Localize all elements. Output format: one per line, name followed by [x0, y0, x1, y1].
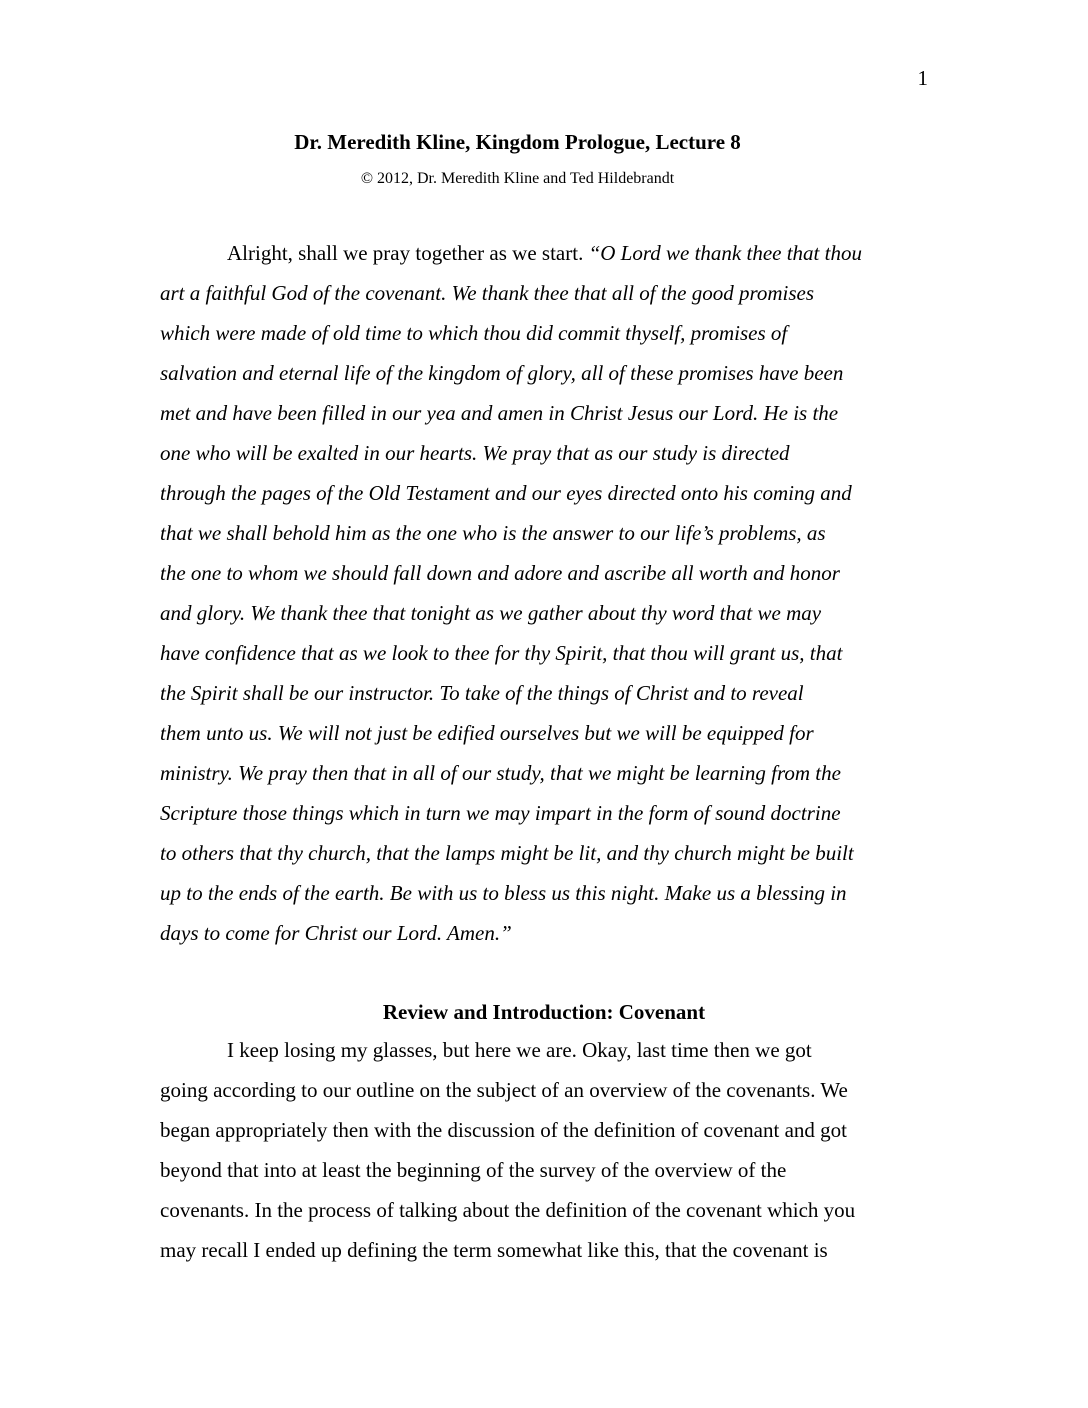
paragraph-line: salvation and eternal life of the kingdom of glory, all of these promises have been	[160, 361, 844, 385]
paragraph-line: I keep losing my glasses, but here we are. Okay, last time then we got	[227, 1038, 812, 1062]
paragraph-line: going according to our outline on the subject of an overview of the covenants. We	[160, 1078, 848, 1102]
document-title: Dr. Meredith Kline, Kingdom Prologue, Lecture 8	[294, 130, 741, 154]
paragraph-line: that we shall behold him as the one who is the answer to our life’s problems, as	[160, 521, 826, 545]
paragraph-line: have confidence that as we look to thee for thy Spirit, that thou will grant us, that	[160, 641, 843, 665]
paragraph-line: beyond that into at least the beginning of the survey of the overview of the	[160, 1158, 787, 1182]
paragraph-line: the Spirit shall be our instructor. To take of the things of Christ and to reveal	[160, 681, 804, 705]
paragraph-line: through the pages of the Old Testament and our eyes directed onto his coming and	[160, 481, 852, 505]
paragraph-line: one who will be exalted in our hearts. We pray that as our study is directed	[160, 441, 790, 465]
copyright-line: © 2012, Dr. Meredith Kline and Ted Hildebrandt	[360, 170, 675, 187]
page-number: 1	[917, 66, 928, 90]
paragraph-line: days to come for Christ our Lord. Amen.”	[160, 921, 512, 945]
paragraph-line: Scripture those things which in turn we may impart in the form of sound doctrine	[160, 801, 841, 825]
paragraph-line: may recall I ended up defining the term somewhat like this, that the covenant is	[160, 1238, 828, 1262]
prayer-text: “O Lord we thank thee that thou	[588, 241, 862, 265]
intro-text: Alright, shall we pray together as we start.	[227, 241, 589, 265]
paragraph-line: up to the ends of the earth. Be with us to bless us this night. Make us a blessing in	[160, 881, 847, 905]
paragraph-line: the one to whom we should fall down and adore and ascribe all worth and honor	[160, 561, 840, 585]
paragraph-line: covenants. In the process of talking about the definition of the covenant which you	[160, 1198, 856, 1222]
body-paragraph	[160, 1030, 940, 1270]
paragraph-line: to others that thy church, that the lamps might be lit, and thy church might be built	[160, 841, 854, 865]
paragraph-line: ministry. We pray then that in all of our study, that we might be learning from the	[160, 761, 841, 785]
paragraph-line: art a faithful God of the covenant. We thank thee that all of the good promises	[160, 281, 815, 305]
paragraph-line: met and have been filled in our yea and amen in Christ Jesus our Lord. He is the	[160, 401, 839, 425]
paragraph-line: began appropriately then with the discussion of the definition of covenant and got	[160, 1118, 847, 1142]
paragraph-line: which were made of old time to which thou did commit thyself, promises of	[160, 321, 788, 345]
paragraph-line: them unto us. We will not just be edified ourselves but we will be equipped for	[160, 721, 814, 745]
section-heading: Review and Introduction: Covenant	[382, 1000, 706, 1024]
paragraph-line: and glory. We thank thee that tonight as we gather about thy word that we may	[160, 601, 822, 625]
prayer-paragraph	[160, 233, 940, 953]
paragraph-line	[160, 233, 940, 273]
